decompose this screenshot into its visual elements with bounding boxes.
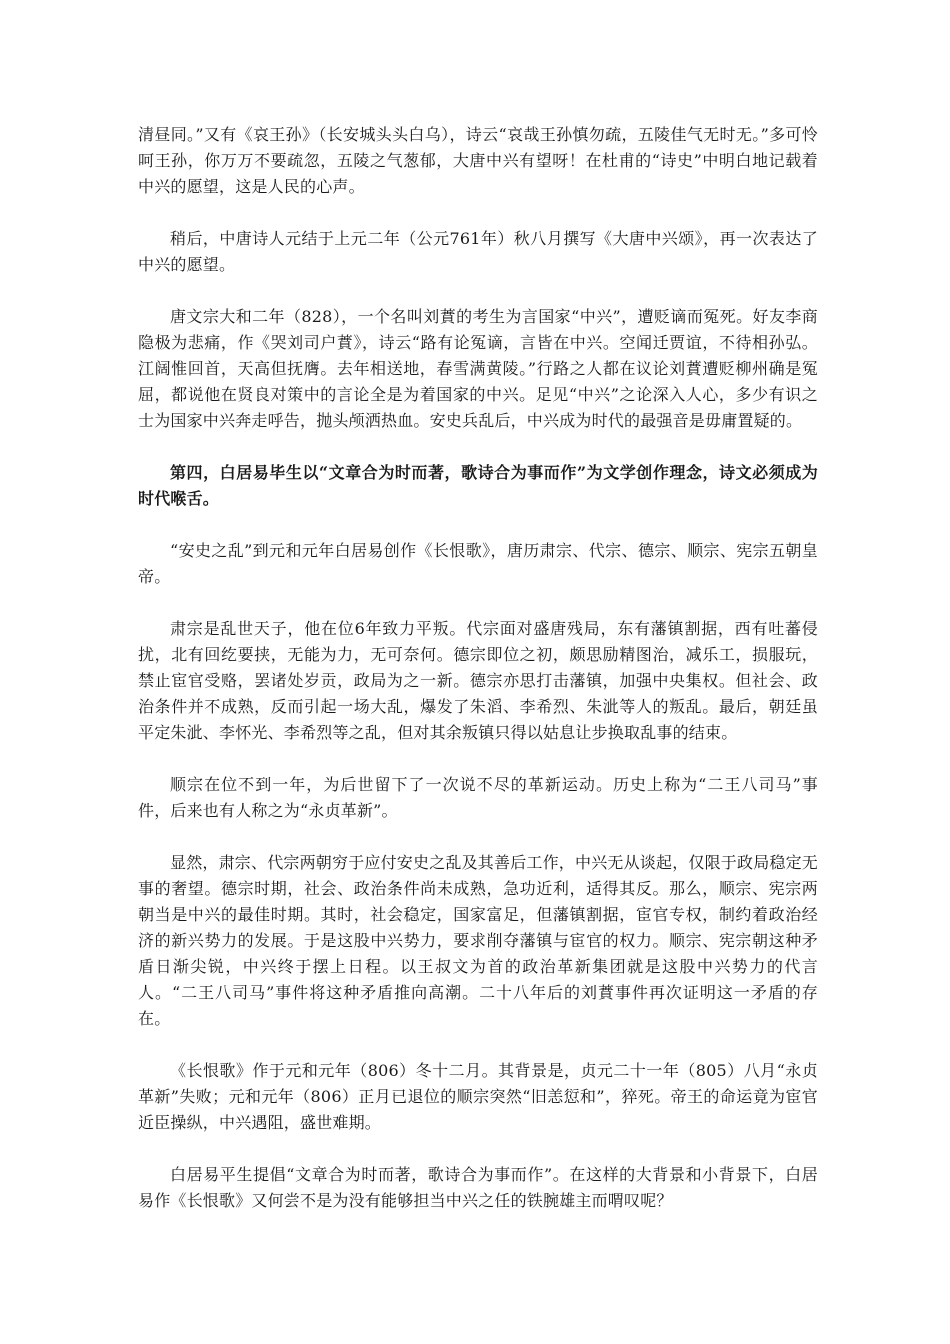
paragraph-changhenge-date: 《长恨歌》作于元和元年（806）冬十二月。其背景是，贞元二十一年（805）八月“永贞革新”失败；元和元年（806）正月已退位的顺宗突然“旧恙愆和”，猝死。帝王的命运竟为宦官近臣操纵，中兴遇阻，盛世难期。: [138, 1061, 818, 1132]
paragraph-liu-fen: 唐文宗大和二年（828），一个名叫刘蕡的考生为言国家“中兴”，遭贬谪而冤死。好友李商隐极为悲痛，作《哭刘司户蕡》，诗云“路有论冤谪，言皆在中兴。空闻迁贾谊，不待相孙弘。江阔惟回首，天高但抚膺。去年相送地，春雪满黄陵。”行路之人都在议论刘蕡遭贬柳州确是冤屈，都说他在贤良对策中的言论全是为着国家的中兴。足见“中兴”之论深入人心，多少有识之士为国家中兴奔走呼告，抛头颅洒热血。安史兵乱后，中兴成为时代的最强音是毋庸置疑的。: [138, 307, 818, 430]
paragraph-yuan-jie: 稍后，中唐诗人元结于上元二年（公元761年）秋八月撰写《大唐中兴颂》，再一次表达了中兴的愿望。: [138, 229, 818, 274]
paragraph-shunzong: 顺宗在位不到一年，为后世留下了一次说不尽的革新运动。历史上称为“二王八司马”事件，后来也有人称之为“永贞革新”。: [138, 775, 818, 820]
paragraph-analysis: 显然，肃宗、代宗两朝穷于应付安史之乱及其善后工作，中兴无从谈起，仅限于政局稳定无事的奢望。德宗时期，社会、政治条件尚未成熟，急功近利，适得其反。那么，顺宗、宪宗两朝当是中兴的最佳时期。其时，社会稳定，国家富足，但藩镇割据，宦官专权，制约着政治经济的新兴势力的发展。于是这股中兴势力，要求削夺藩镇与宦官的权力。顺宗、宪宗朝这种矛盾日渐尖锐，中兴终于摆上日程。以王叔文为首的政治革新集团就是这股中兴势力的代言人。“二王八司马”事件将这种矛盾推向高潮。二十八年后的刘蕡事件再次证明这一矛盾的存在。: [138, 853, 819, 1028]
section-heading-point-four: 第四，白居易毕生以“文章合为时而著，歌诗合为事而作”为文学创作理念，诗文必须成为时代喉舌。: [138, 463, 818, 508]
paragraph-five-emperors: “安史之乱”到元和元年白居易创作《长恨歌》，唐历肃宗、代宗、德宗、顺宗、宪宗五朝皇帝。: [138, 541, 818, 586]
document-body: [138, 122, 818, 1240]
paragraph-du-fu-wangsun: 清昼同。”又有《哀王孙》（长安城头头白乌），诗云“哀哉王孙慎勿疏，五陵佳气无时无。”多可怜呵王孙，你万万不要疏忽，五陵之气葱郁，大唐中兴有望呀！在杜甫的“诗史”中明白地记载着中兴的愿望，这是人民的心声。: [138, 125, 818, 196]
paragraph-suzong-daizong-dezong: 肃宗是乱世天子，他在位6年致力平叛。代宗面对盛唐残局，东有藩镇割据，西有吐蕃侵扰，北有回纥要挟，无能为力，无可奈何。德宗即位之初，颇思励精图治，减乐工，损服玩，禁止宦官受赂，罢诸处岁贡，政局为之一新。德宗亦思打击藩镇，加强中央集权。但社会、政治条件并不成熟，反而引起一场大乱，爆发了朱滔、李希烈、朱泚等人的叛乱。最后，朝廷虽平定朱泚、李怀光、李希烈等之乱，但对其余叛镇只得以姑息让步换取乱事的结束。: [138, 619, 818, 742]
paragraph-conclusion: 白居易平生提倡“文章合为时而著，歌诗合为事而作”。在这样的大背景和小背景下，白居易作《长恨歌》又何尝不是为没有能够担当中兴之任的铁腕雄主而喟叹呢？: [138, 1165, 818, 1210]
